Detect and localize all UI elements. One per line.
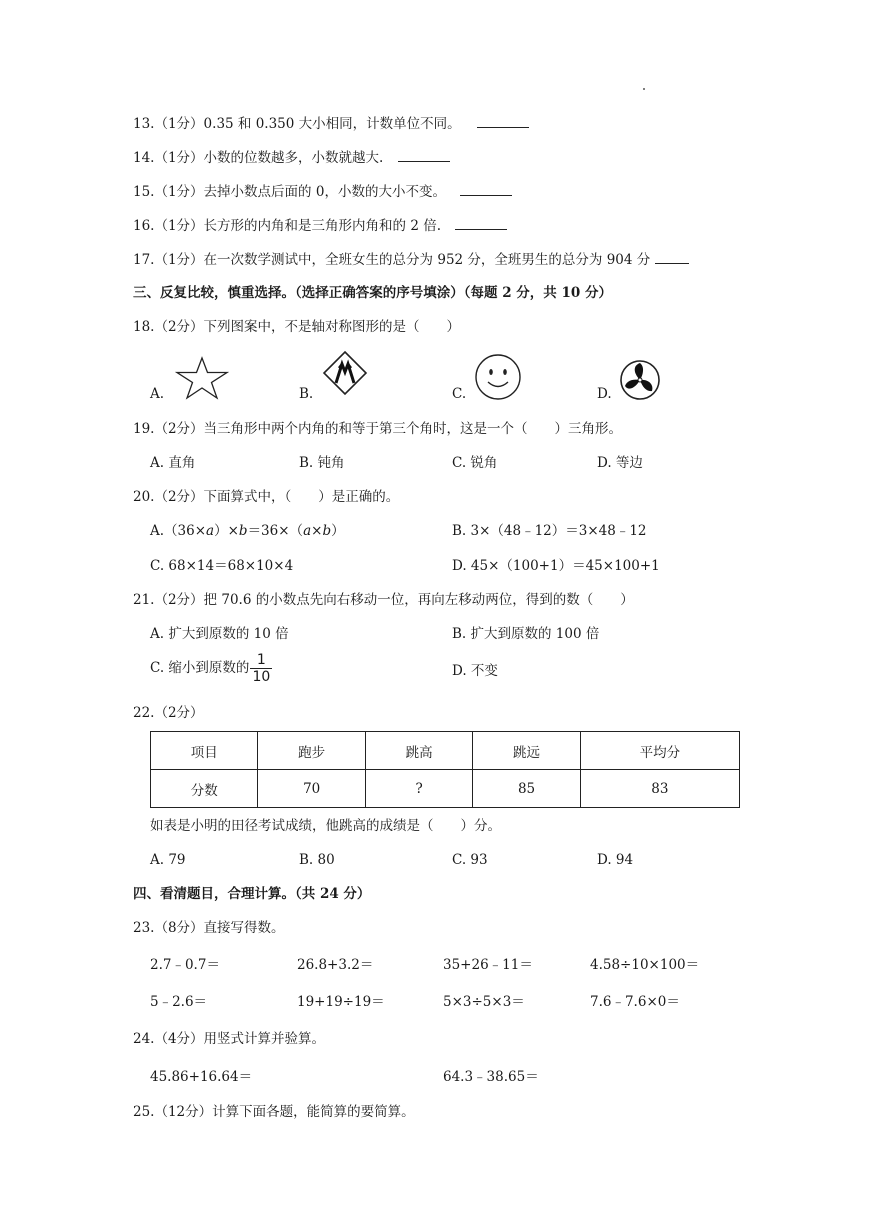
q22-option-d[interactable]: D. 94 (597, 852, 634, 868)
answer-blank-16[interactable] (455, 215, 507, 230)
calc-item: 35+26﹣11＝ (443, 957, 533, 973)
q18-option-a[interactable]: A. (150, 386, 165, 402)
q20-option-a-var: a (303, 523, 312, 539)
question-24-text: 24.（4分）用竖式计算并验算。 (133, 1031, 326, 1047)
table-header-cell: 跑步 (258, 732, 365, 770)
q19-option-c[interactable]: C. 锐角 (452, 455, 498, 471)
q20-option-a[interactable] (150, 522, 345, 540)
question-13 (133, 113, 529, 133)
table-header-cell: 跳高 (365, 732, 472, 770)
table-header-row (151, 732, 740, 770)
q22-option-c[interactable]: C. 93 (452, 852, 488, 868)
fraction-numerator: 1 (250, 652, 272, 669)
table-row (151, 770, 740, 808)
q22-option-b[interactable]: B. 80 (299, 852, 335, 868)
star-icon (175, 356, 229, 400)
table-header-cell: 平均分 (580, 732, 739, 770)
table-cell: 分数 (151, 770, 258, 808)
q20-option-a-part: ） (331, 523, 345, 539)
question-16 (133, 215, 507, 235)
score-table (150, 731, 740, 808)
calc-item: 7.6﹣7.6×0＝ (590, 994, 680, 1010)
question-16-text: 16.（1分）长方形的内角和是三角形内角和的 2 倍. (133, 218, 442, 234)
table-header-cell: 项目 (151, 732, 258, 770)
q18-option-b[interactable]: B. (299, 386, 314, 402)
q20-option-a-part: × (311, 523, 323, 539)
section-4-title: 四、看清题目，合理计算。（共 24 分） (133, 886, 371, 902)
question-18-text: 18.（2分）下列图案中，不是轴对称图形的是（ ） (133, 319, 461, 335)
table-header-cell: 跳远 (473, 732, 580, 770)
fraction-denominator: 10 (252, 669, 271, 685)
question-22-prompt: 如表是小明的田径考试成绩，他跳高的成绩是（ ）分。 (150, 818, 501, 834)
question-14 (133, 147, 450, 167)
section-3-title: 三、反复比较，慎重选择。（选择正确答案的序号填涂）（每题 2 分，共 10 分） (133, 285, 612, 301)
answer-blank-13[interactable] (477, 113, 529, 128)
q20-option-d[interactable]: D. 45×（100+1）＝45×100+1 (452, 558, 660, 574)
q21-option-c[interactable] (150, 652, 272, 685)
question-17-text: 17.（1分）在一次数学测试中，全班女生的总分为 952 分，全班男生的总分为 904 分 (133, 252, 651, 268)
question-22-text: 22.（2分） (133, 705, 204, 721)
q21-option-a[interactable]: A. 扩大到原数的 10 倍 (150, 626, 289, 642)
q19-option-d[interactable]: D. 等边 (597, 455, 643, 471)
q21-option-c-text: C. 缩小到原数的 (150, 660, 250, 676)
q20-option-a-var: a (206, 523, 215, 539)
answer-blank-17[interactable] (655, 249, 689, 264)
question-17 (133, 249, 689, 269)
question-25-text: 25.（12分）计算下面各题，能简算的要简算。 (133, 1104, 415, 1120)
q21-option-b[interactable]: B. 扩大到原数的 100 倍 (452, 626, 600, 642)
q20-option-b[interactable]: B. 3×（48﹣12）＝3×48﹣12 (452, 523, 647, 539)
calc-item: 19+19÷19＝ (297, 994, 385, 1010)
table-cell: 83 (580, 770, 739, 808)
q22-option-a[interactable]: A. 79 (150, 852, 186, 868)
question-14-text: 14.（1分）小数的位数越多，小数就越大. (133, 150, 384, 166)
table-cell: 85 (473, 770, 580, 808)
q20-option-a-var: b (322, 523, 332, 539)
fraction-one-tenth (250, 652, 272, 685)
q19-option-a[interactable]: A. 直角 (150, 455, 196, 471)
q20-option-a-part: ＝36×（ (247, 523, 304, 539)
table-cell: 70 (258, 770, 365, 808)
answer-blank-14[interactable] (398, 147, 450, 162)
calc-item: 2.7﹣0.7＝ (150, 957, 220, 973)
calc-item: 4.58÷10×100＝ (590, 957, 700, 973)
question-23-text: 23.（8分）直接写得数。 (133, 920, 285, 936)
page-dot-mark (643, 88, 645, 90)
calc-item: 5﹣2.6＝ (150, 994, 208, 1010)
q21-option-d[interactable]: D. 不变 (452, 663, 498, 679)
q18-option-d[interactable]: D. (597, 386, 612, 402)
diamond-road-sign-icon (322, 350, 368, 396)
three-blade-fan-icon (619, 359, 661, 401)
question-13-text: 13.（1分）0.35 和 0.350 大小相同，计数单位不同。 (133, 116, 461, 132)
calc-item: 5×3÷5×3＝ (443, 994, 525, 1010)
q18-option-c[interactable]: C. (452, 386, 467, 402)
vertical-calc-item: 45.86+16.64＝ (150, 1069, 253, 1085)
q20-option-c[interactable]: C. 68×14＝68×10×4 (150, 558, 294, 574)
q20-option-a-part: A.（36× (150, 523, 207, 539)
question-21-text: 21.（2分）把 70.6 的小数点先向右移动一位，再向左移动两位，得到的数（ ） (133, 592, 634, 608)
calc-item: 26.8+3.2＝ (297, 957, 374, 973)
question-20-text: 20.（2分）下面算式中，（ ）是正确的。 (133, 489, 400, 505)
answer-blank-15[interactable] (460, 181, 512, 196)
q20-option-a-part: ）× (214, 523, 239, 539)
table-cell: ? (365, 770, 472, 808)
vertical-calc-item: 64.3﹣38.65＝ (443, 1069, 539, 1085)
q20-option-a-var: b (238, 523, 248, 539)
q19-option-b[interactable]: B. 钝角 (299, 455, 345, 471)
question-19-text: 19.（2分）当三角形中两个内角的和等于第三个角时，这是一个（ ）三角形。 (133, 421, 623, 437)
smiley-face-icon (474, 353, 522, 401)
question-15 (133, 181, 512, 201)
question-15-text: 15.（1分）去掉小数点后面的 0，小数的大小不变。 (133, 184, 446, 200)
